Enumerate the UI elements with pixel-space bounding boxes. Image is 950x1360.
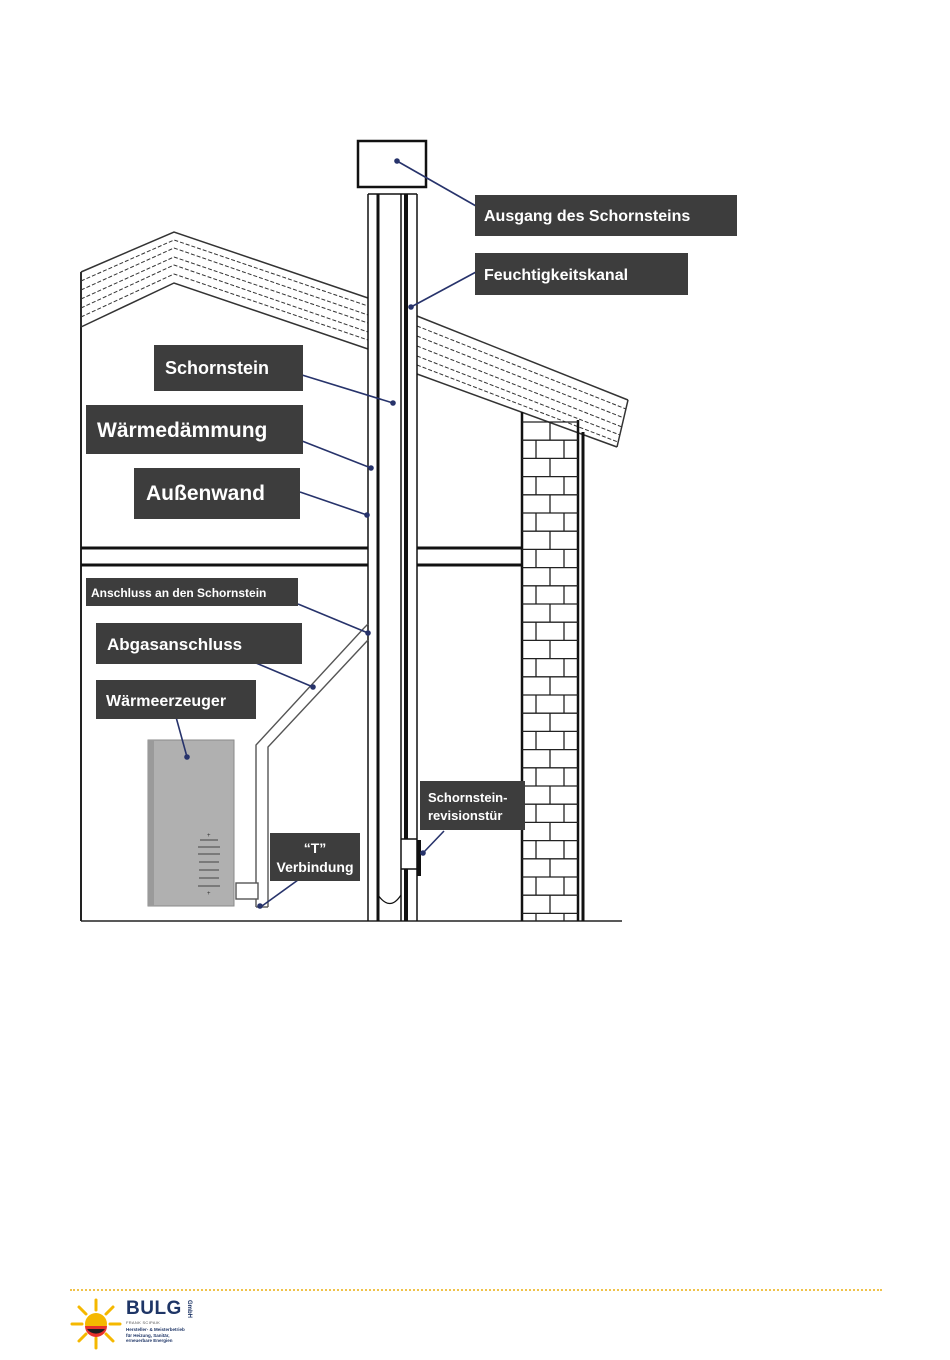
- label-anschluss: [86, 578, 298, 606]
- label-revisionstuer-line1: Schornstein-: [428, 790, 508, 805]
- label-t-verbindung-line1: “T”: [303, 840, 327, 856]
- logo-gmbh: GmbH: [186, 1300, 192, 1318]
- chimney-revision-door: [417, 840, 421, 876]
- label-waermeerzeuger-text: Wärmeerzeuger: [106, 693, 227, 710]
- label-revisionstuer-line2: revisionstür: [428, 808, 503, 823]
- logo-name: BULG: [126, 1298, 182, 1319]
- label-revisionstuer: [420, 781, 525, 830]
- svg-text:+: +: [207, 891, 211, 897]
- label-t-verbindung-line2: Verbindung: [276, 859, 354, 875]
- left-roof: [81, 232, 368, 349]
- label-ausgang: [475, 195, 737, 236]
- label-schornstein-text: Schornstein: [165, 358, 270, 378]
- logo-tagline-line: für Heizung, Sanitär,: [126, 1332, 170, 1338]
- label-schornstein: [154, 345, 303, 391]
- boiler: [148, 740, 234, 906]
- floor-slab: [81, 548, 522, 565]
- label-ausgang-text: Ausgang des Schornsteins: [484, 208, 691, 225]
- label-abgasanschluss: [96, 623, 302, 664]
- company-logo: [68, 1296, 228, 1356]
- footer-divider: [70, 1289, 882, 1291]
- label-anschluss-text: Anschluss an den Schornstein: [91, 586, 267, 600]
- label-aussenwand-text: Außenwand: [146, 482, 265, 505]
- logo-tagline-line: Hersteller- & Meisterbetrieb: [126, 1327, 185, 1332]
- label-waermedaemmung-text: Wärmedämmung: [97, 419, 268, 442]
- brick-wall: [522, 412, 583, 921]
- label-feuchtigkeitskanal-text: Feuchtigkeitskanal: [484, 267, 629, 284]
- label-aussenwand: [134, 468, 300, 519]
- label-abgasanschluss-text: Abgasanschluss: [107, 635, 243, 654]
- chimney-cap: [358, 141, 426, 187]
- sun-logo-icon: [68, 1296, 124, 1352]
- logo-tagline-line: erneuerbare Energien: [126, 1338, 173, 1343]
- chimney: [368, 194, 417, 921]
- label-t-verbindung: [270, 833, 360, 881]
- svg-text:+: +: [207, 833, 211, 839]
- logo-owner: FRANK SCIPAIK: [126, 1320, 161, 1325]
- label-feuchtigkeitskanal: [475, 253, 688, 295]
- label-waermeerzeuger: [96, 680, 256, 719]
- brick-wall-frame: [522, 412, 578, 921]
- label-waermedaemmung: [86, 405, 303, 454]
- logo-tagline: [126, 1327, 236, 1344]
